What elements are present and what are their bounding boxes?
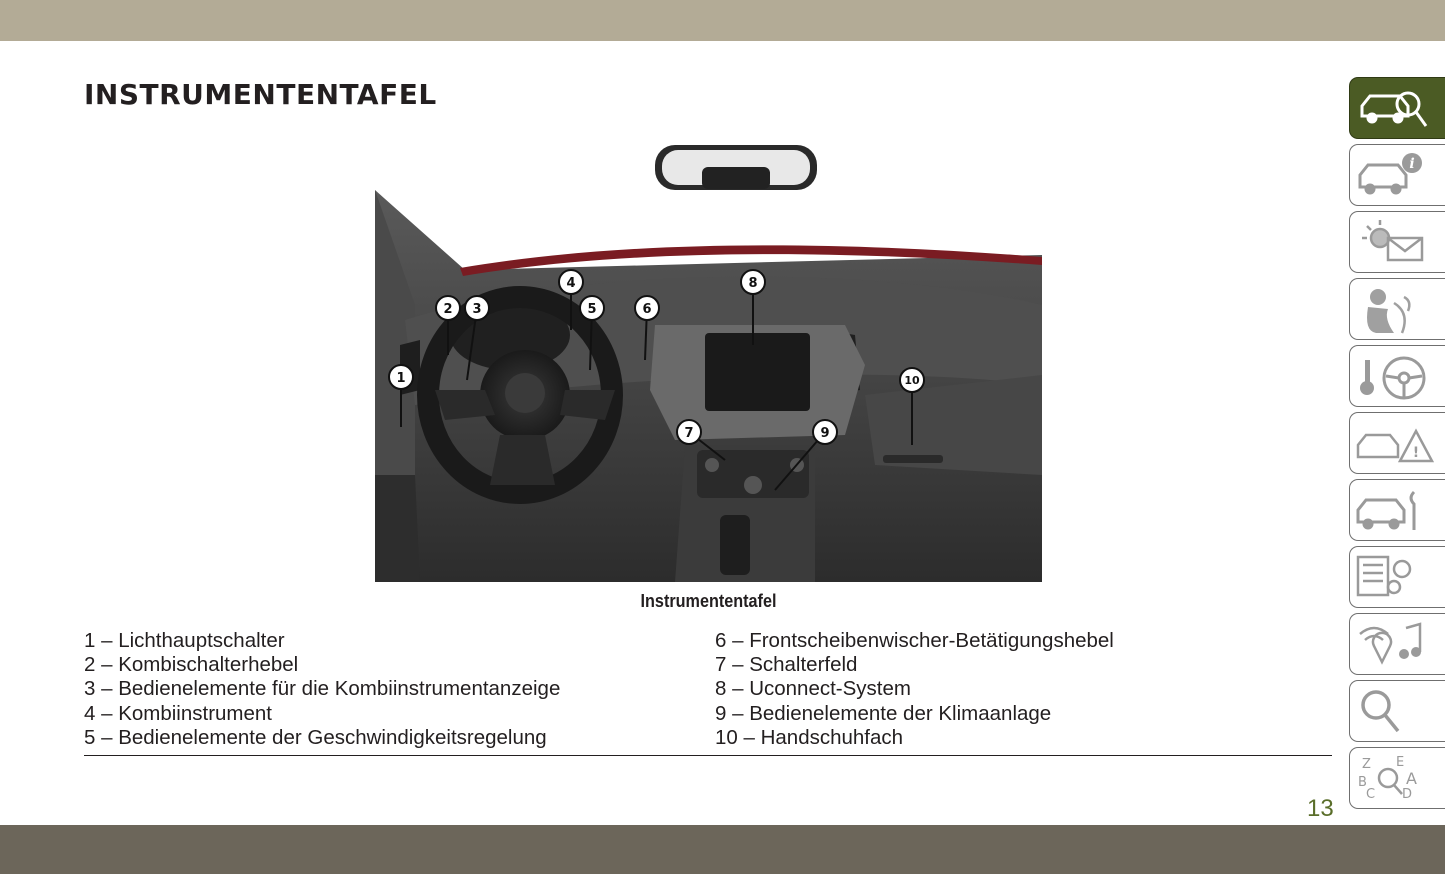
callout-7-label: 7 [684, 426, 694, 441]
svg-text:!: ! [1412, 445, 1420, 461]
legend-left-column [84, 629, 560, 750]
section-divider [84, 755, 1332, 756]
car-wrench-icon [1354, 484, 1438, 536]
dashboard-figure [375, 145, 1042, 582]
legend-item: 4 – Kombiinstrument [84, 701, 273, 725]
page-number: 13 [1307, 795, 1334, 822]
legend-item: 9 – Bedienelemente der Klimaanlage [715, 701, 1052, 725]
svg-text:Z: Z [1362, 757, 1371, 772]
callout-6 [635, 296, 659, 320]
index-abc-icon [1354, 752, 1438, 804]
figure-caption: Instrumententafel [640, 591, 777, 611]
tab-safety[interactable] [1349, 278, 1445, 340]
top-color-band [0, 0, 1445, 41]
tab-car-inspection[interactable] [1349, 77, 1445, 139]
specifications-gear-icon [1354, 551, 1438, 603]
legend-item: 3 – Bedienelemente für die Kombiinstrumentanzeige [84, 677, 561, 701]
legend-item: 10 – Handschuhfach [715, 725, 904, 749]
tab-warning-lights[interactable] [1349, 211, 1445, 273]
legend-right-column [715, 629, 1114, 750]
legend-item: 1 – Lichthauptschalter [84, 629, 285, 652]
steering-wheel-key-icon [1354, 350, 1438, 402]
callout-10-label: 10 [904, 374, 920, 387]
bottom-color-band [0, 825, 1445, 874]
svg-text:C: C [1366, 787, 1376, 802]
callout-2-label: 2 [443, 302, 453, 317]
callout-4 [559, 270, 583, 294]
legend-item: 8 – Uconnect-System [715, 677, 911, 701]
callout-5-label: 5 [587, 302, 597, 317]
callout-10 [900, 368, 924, 392]
callout-8-label: 8 [748, 276, 758, 291]
callout-2 [436, 296, 460, 320]
svg-text:B: B [1358, 775, 1367, 790]
callout-1 [389, 365, 413, 389]
car-info-icon [1354, 149, 1438, 201]
callout-3-label: 3 [472, 302, 482, 317]
callout-6-label: 6 [642, 302, 652, 317]
legend-item: 7 – Schalterfeld [715, 653, 858, 677]
tab-multimedia[interactable] [1349, 613, 1445, 675]
tab-specifications[interactable] [1349, 546, 1445, 608]
tab-car-info[interactable] [1349, 144, 1445, 206]
page-title: INSTRUMENTENTAFEL [84, 78, 437, 111]
callout-1-label: 1 [396, 371, 406, 386]
legend-item: 6 – Frontscheibenwischer-Betätigungshebel [715, 629, 1114, 652]
tab-index[interactable] [1349, 747, 1445, 809]
tab-starting-operating[interactable] [1349, 345, 1445, 407]
svg-text:E: E [1396, 755, 1405, 770]
airbag-seat-icon [1354, 283, 1438, 335]
car-breakdown-icon [1354, 417, 1438, 469]
callout-7 [677, 420, 701, 444]
callout-9-label: 9 [820, 426, 830, 441]
search-icon [1354, 685, 1438, 737]
callout-4-label: 4 [566, 276, 576, 291]
warning-light-message-icon [1354, 216, 1438, 268]
tab-customer-assistance[interactable] [1349, 680, 1445, 742]
callout-8 [741, 270, 765, 294]
legend-item: 5 – Bedienelemente der Geschwindigkeitsregelung [84, 725, 547, 749]
dashboard-illustration [375, 145, 1042, 582]
svg-text:A: A [1406, 769, 1417, 788]
callout-3 [465, 296, 489, 320]
legend-item: 2 – Kombischalterhebel [84, 653, 299, 677]
callout-9 [813, 420, 837, 444]
tab-servicing[interactable] [1349, 479, 1445, 541]
svg-text:i: i [1409, 156, 1415, 172]
callout-5 [580, 296, 604, 320]
svg-text:D: D [1402, 787, 1413, 802]
car-inspection-icon [1354, 82, 1438, 134]
tab-emergency[interactable] [1349, 412, 1445, 474]
multimedia-icon [1354, 618, 1438, 670]
